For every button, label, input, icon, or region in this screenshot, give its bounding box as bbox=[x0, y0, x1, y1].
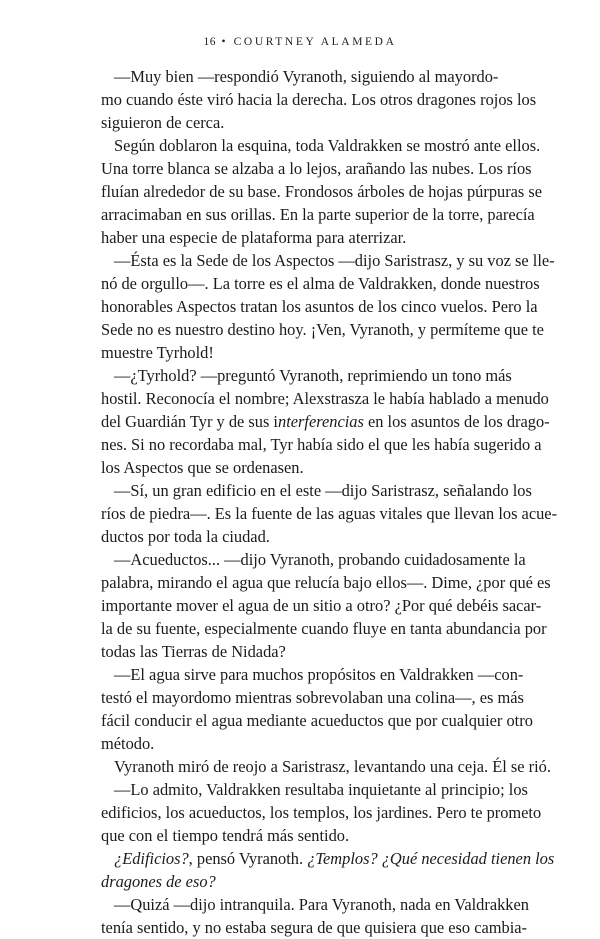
text-line bbox=[101, 916, 528, 939]
text-segment: —Lo admito, Valdrakken resultaba inquietante al principio; los bbox=[114, 780, 528, 799]
text-segment: Una torre blanca se alzaba a lo lejos, arañando las nubes. Los ríos bbox=[101, 159, 532, 178]
text-line bbox=[101, 157, 532, 180]
text-segment: palabra, mirando el agua que relucía bajo ellos—. Dime, ¿por qué es bbox=[101, 573, 551, 592]
text-line bbox=[101, 249, 555, 272]
text-segment: que con el tiempo tendrá más sentido. bbox=[101, 826, 350, 845]
text-line bbox=[101, 617, 547, 640]
text-line bbox=[101, 801, 542, 824]
text-line bbox=[101, 479, 532, 502]
text-line bbox=[101, 502, 558, 525]
text-line bbox=[101, 732, 489, 755]
text-segment: muestre Tyrhold! bbox=[101, 343, 214, 362]
text-segment: arracimaban en sus orillas. En la parte superior de la torre, parecía bbox=[101, 205, 535, 224]
text-line bbox=[101, 640, 489, 663]
text-line bbox=[101, 180, 543, 203]
text-segment: fácil conducir el agua mediante acueductos que por cualquier otro bbox=[101, 711, 533, 730]
text-segment: edificios, los acueductos, los templos, los jardines. Pero te prometo bbox=[101, 803, 542, 822]
text-segment: —Sí, un gran edificio en el este —dijo Saristrasz, señalando los bbox=[114, 481, 532, 500]
header-separator: • bbox=[221, 36, 229, 48]
text-line bbox=[101, 456, 489, 479]
text-segment: método. bbox=[101, 734, 155, 753]
text-segment: ductos por toda la ciudad. bbox=[101, 527, 270, 546]
text-segment: —Acueductos... —dijo Vyranoth, probando cuidadosamente la bbox=[114, 550, 526, 569]
body-text bbox=[101, 65, 558, 939]
text-segment: siguieron de cerca. bbox=[101, 113, 225, 132]
text-segment: haber una especie de plataforma para aterrizar. bbox=[101, 228, 407, 247]
text-segment: nó de orgullo—. La torre es el alma de Valdrakken, donde nuestros bbox=[101, 274, 540, 293]
text-line bbox=[101, 226, 489, 249]
text-line bbox=[101, 433, 542, 456]
text-line bbox=[101, 65, 499, 88]
text-segment: Sede no es nuestro destino hoy. ¡Ven, Vyranoth, y permíteme que te bbox=[101, 320, 544, 339]
text-line bbox=[101, 778, 528, 801]
text-segment: testó el mayordomo mientras sobrevolaban una colina—, es más bbox=[101, 688, 524, 707]
text-segment: en los asuntos de los drago- bbox=[363, 412, 550, 431]
text-line bbox=[101, 364, 512, 387]
text-line bbox=[101, 663, 524, 686]
text-line bbox=[101, 847, 555, 870]
text-line bbox=[101, 709, 533, 732]
text-line bbox=[101, 525, 489, 548]
text-segment: —El agua sirve para muchos propósitos en Valdrakken —con- bbox=[114, 665, 524, 684]
text-line bbox=[101, 318, 544, 341]
text-segment: importante mover el agua de un sitio a otro? ¿Por qué debéis sacar- bbox=[101, 596, 542, 615]
author-name: COURTNEY ALAMEDA bbox=[233, 36, 397, 48]
text-line bbox=[101, 341, 489, 364]
text-segment: —Quizá —dijo intranquila. Para Vyranoth, nada en Valdrakken bbox=[114, 895, 529, 914]
text-line bbox=[101, 594, 542, 617]
text-line bbox=[101, 571, 551, 594]
text-line bbox=[101, 134, 541, 157]
text-line bbox=[101, 203, 535, 226]
italic-text: ¿Templos? ¿Qué necesidad tienen los bbox=[307, 849, 555, 868]
text-segment: —Ésta es la Sede de los Aspectos —dijo Saristrasz, y su voz se lle- bbox=[114, 251, 555, 270]
text-line bbox=[101, 548, 526, 571]
text-line bbox=[101, 295, 538, 318]
italic-text: ¿Edificios? bbox=[114, 849, 189, 868]
text-segment: fluían alrededor de su base. Frondosos árboles de hojas púrpuras se bbox=[101, 182, 543, 201]
text-line bbox=[101, 111, 489, 134]
text-line bbox=[101, 824, 489, 847]
running-head bbox=[0, 36, 600, 48]
text-line bbox=[101, 410, 550, 433]
text-segment: nes. Si no recordaba mal, Tyr había sido el que les había sugerido a bbox=[101, 435, 542, 454]
text-segment: la de su fuente, especialmente cuando fluye en tanta abundancia por bbox=[101, 619, 547, 638]
text-segment: del Guardián Tyr y de sus i bbox=[101, 412, 278, 431]
text-segment: ríos de piedra—. Es la fuente de las aguas vitales que llevan los acue- bbox=[101, 504, 558, 523]
text-line bbox=[101, 893, 529, 916]
text-segment: tenía sentido, y no estaba segura de que quisiera que eso cambia- bbox=[101, 918, 528, 937]
text-segment: Según doblaron la esquina, toda Valdrakken se mostró ante ellos. bbox=[114, 136, 541, 155]
text-segment: Vyranoth miró de reojo a Saristrasz, levantando una ceja. Él se rió. bbox=[114, 757, 551, 776]
page-number: 16 bbox=[203, 36, 217, 48]
text-segment: honorables Aspectos tratan los asuntos de los cinco vuelos. Pero la bbox=[101, 297, 538, 316]
text-segment: hostil. Reconocía el nombre; Alexstrasza le había hablado a menudo bbox=[101, 389, 549, 408]
text-line bbox=[101, 870, 489, 893]
text-segment: —Muy bien —respondió Vyranoth, siguiendo al mayordo- bbox=[114, 67, 499, 86]
italic-text: dragones de eso? bbox=[101, 872, 216, 891]
text-segment: los Aspectos que se ordenasen. bbox=[101, 458, 304, 477]
text-line bbox=[101, 272, 540, 295]
text-segment: , pensó Vyranoth. bbox=[188, 849, 308, 868]
text-line bbox=[101, 387, 549, 410]
text-line bbox=[101, 88, 537, 111]
text-segment: mo cuando éste viró hacia la derecha. Los otros dragones rojos los bbox=[101, 90, 537, 109]
text-segment: todas las Tierras de Nidada? bbox=[101, 642, 286, 661]
text-line bbox=[101, 686, 524, 709]
italic-text: nterferencias bbox=[278, 412, 364, 431]
text-segment: —¿Tyrhold? —preguntó Vyranoth, reprimiendo un tono más bbox=[114, 366, 512, 385]
